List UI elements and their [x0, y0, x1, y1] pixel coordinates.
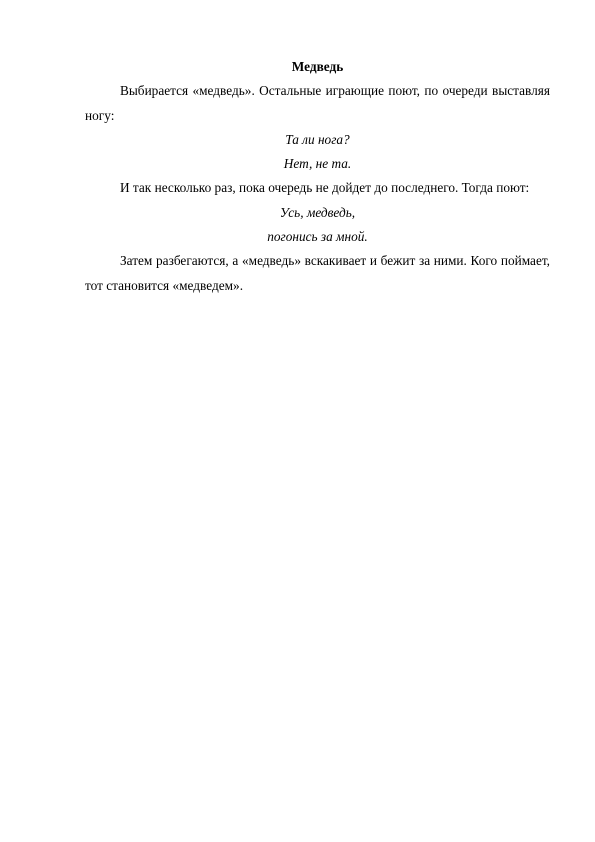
- document-title: Медведь: [291, 59, 344, 74]
- verse-line: погонись за мной.: [267, 229, 368, 245]
- document-body: [85, 55, 550, 298]
- verse-line: Усь, медведь,: [279, 204, 356, 220]
- paragraph-repeat: И так несколько раз, пока очередь не дойдет до последнего. Тогда поют:: [120, 180, 530, 196]
- verse-line: Та ли нога?: [285, 131, 350, 147]
- paragraph-outcome: Затем разбегаются, а «медведь» вскакивает и бежит за ними. Кого поймает, тот становится «медведем».: [85, 253, 550, 293]
- paragraph-intro: Выбирается «медведь». Остальные играющие поют, по очереди выставляя ногу:: [85, 83, 550, 123]
- verse-line: Нет, не та.: [283, 156, 352, 172]
